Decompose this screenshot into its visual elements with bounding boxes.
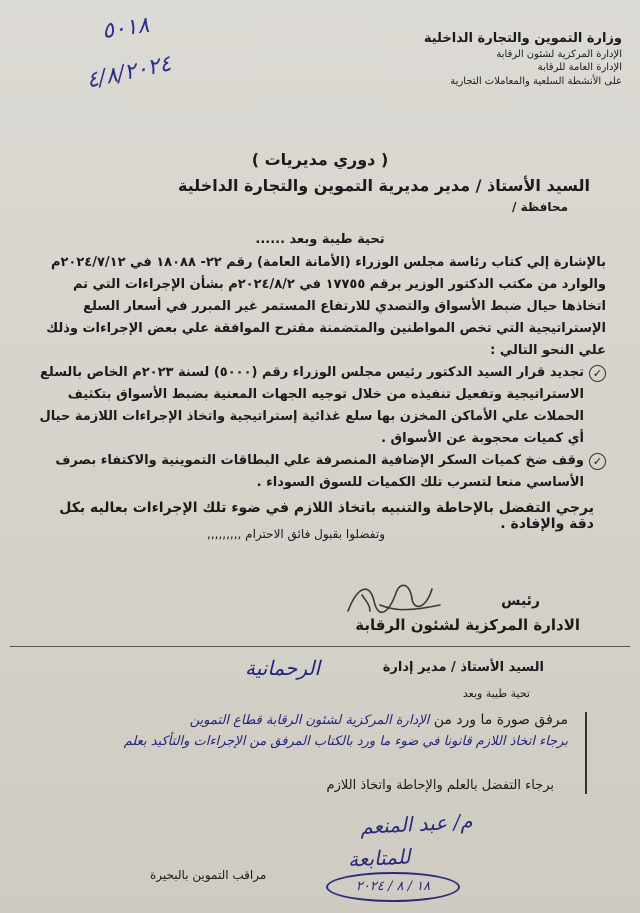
greeting: تحية طيبة وبعد ......: [255, 232, 385, 247]
body-item-1-text: تجديد قرار السيد الدكتور رئيس مجلس الوزراء رقم (٥٠٠٠) لسنة ٢٠٢٣م الخاص بالسلع الاستراتيجية وتفعيل تنفيذه من خلال توجيه الجهات المعنية بضبط الأسواق بتكثيف الحملات علي الأماكن المخزن بها سلع غذائية إستراتيجية واتخاذ الإجراءات اللازمة حيال أي كميات محجوبة عن الأسواق .: [39, 365, 584, 446]
second-request: برجاء التفضل بالعلم والإحاطة واتخاذ اللازم: [326, 778, 554, 793]
addressee-handwritten: الرحمانية: [245, 656, 321, 680]
body-item-2: [26, 450, 606, 494]
body-item-1: [26, 362, 606, 450]
memo-line-1: [58, 712, 568, 728]
reference-number: ٥٠١٨: [100, 12, 151, 45]
section-divider: [10, 646, 630, 647]
reference-date: ٤/٨/٢٠٢٤: [84, 51, 174, 94]
memo-printed: مرفق صورة ما ورد من: [433, 712, 568, 728]
second-greeting: تحية طيبة وبعد: [462, 687, 530, 700]
signatory-department: الادارة المركزية لشئون الرقابة: [355, 616, 580, 634]
signatory-title: رئيس: [501, 593, 540, 609]
memo-block: [58, 712, 568, 749]
ministry-header: [362, 30, 622, 88]
check-mark-icon: ✓: [589, 453, 606, 470]
request-line: يرجي التفضل بالإحاطة والتنبيه باتخاذ اللازم في ضوء تلك الإجراءات بعاليه بكل دقة والإفادة .: [59, 500, 594, 532]
handwritten-reference: [78, 10, 218, 105]
memo-handwritten-1: الإدارة المركزية لشئون الرقابة قطاع التموين: [189, 713, 430, 728]
handwritten-date: ١٨ / ٨ / ٢٠٢٤: [326, 872, 460, 902]
header-line-3: على الأنشطة السلعية والمعاملات التجارية: [450, 75, 622, 87]
second-addressee: السيد الأستاذ / مدير إدارة: [382, 660, 544, 675]
header-line-1: الإدارة المركزية لشئون الرقابة: [496, 48, 622, 60]
memo-handwritten-2: برجاء اتخاذ اللازم قانونا في ضوء ما ورد بالكتاب المرفق من الإجراءات والتأكيد بعلم: [123, 734, 568, 749]
handwritten-note-1: م/ عبد المنعم: [359, 809, 474, 839]
letter-body: [26, 252, 606, 494]
ministry-name: وزارة التموين والتجارة الداخلية: [423, 31, 622, 46]
body-item-2-text: وقف ضخ كميات السكر الإضافية المنصرفة علي البطاقات التموينية والاكتفاء بصرف الأساسي منعا لتسرب تلك الكميات للسوق السوداء .: [55, 453, 584, 490]
handwritten-note-2: للمتابعة: [347, 844, 411, 872]
supervision-office: مراقب التموين بالبحيرة: [150, 868, 267, 882]
circular-title: ( دوري مديريات ): [251, 150, 389, 169]
margin-bracket: [585, 712, 587, 794]
header-line-2: الإدارة العامة للرقابة: [537, 62, 622, 74]
body-intro: بالإشارة إلي كتاب رئاسة مجلس الوزراء (الأمانة العامة) رقم ٢٢- ١٨٠٨٨ في ٢٠٢٤/٧/١٢م والوارد من مكتب الدكتور الوزير برقم ١٧٧٥٥ في ٢٠٢٤/٨/٢م بشأن الإجراءات التي تم اتخاذها حيال ضبط الأسواق والتصدي للارتفاع المستمر غير المبرر في أسعار السلع الإستراتيجية التي تخص المواطنين والمتضمنة مقترح الموافقة علي بعض الإجراءات وذلك علي النحو التالي :: [46, 255, 606, 358]
check-mark-icon: ✓: [589, 365, 606, 382]
closing-line: وتفضلوا بقبول فائق الاحترام ,,,,,,,,,: [207, 527, 385, 541]
governorate-label: محافظة /: [512, 200, 568, 214]
addressee: السيد الأستاذ / مدير مديرية التموين والتجارة الداخلية: [177, 176, 590, 195]
